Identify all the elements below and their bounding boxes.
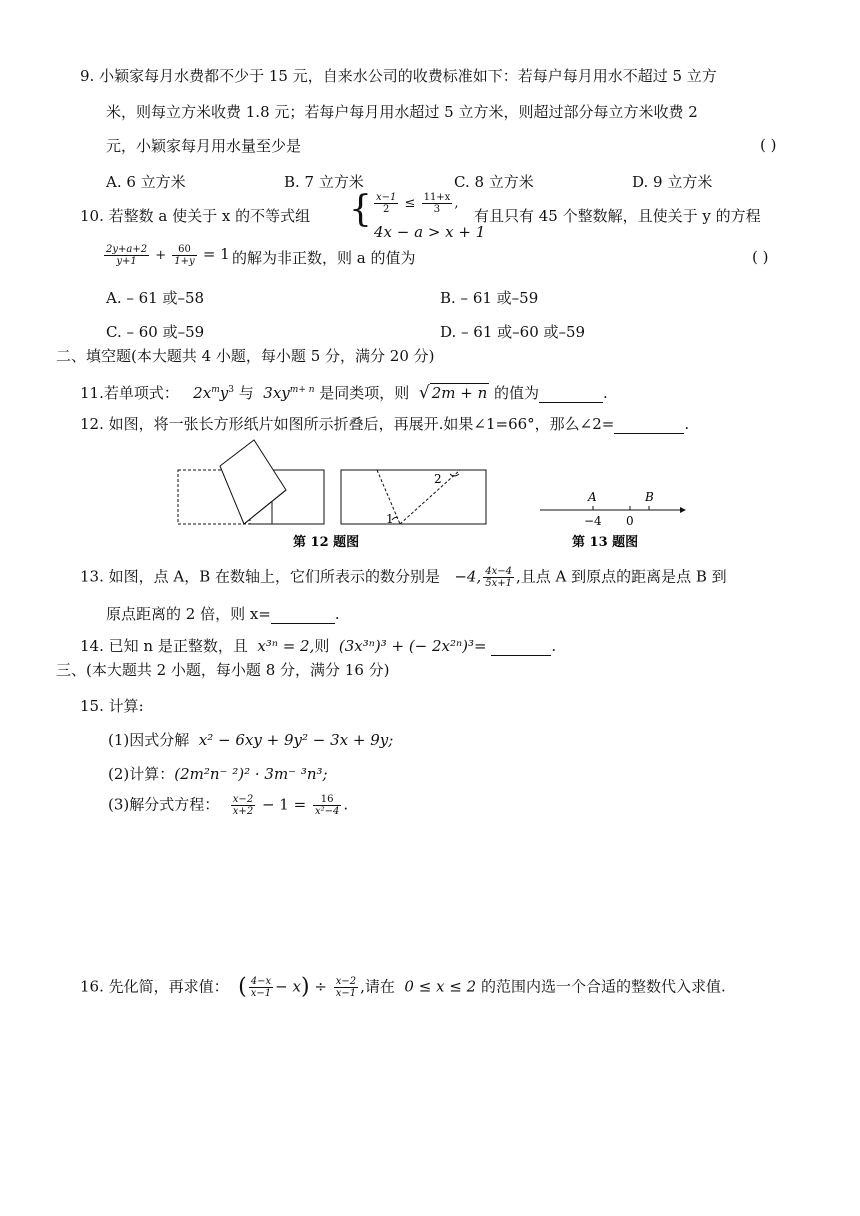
q13-line1: 13. 如图，点 A，B 在数轴上，它们所表示的数分别是 −4, $\frac{4x-4}{5x+1}$ ,且点 A 到原点的距离是点 B 到: [80, 566, 727, 589]
q10-ineq2: 4x − a > x + 1: [374, 223, 486, 241]
q12-line: 12. 如图，将一张长方形纸片如图所示折叠后，再展开.如果∠1=66°，那么∠2= .: [80, 415, 690, 433]
q9-answer-paren: ( ): [760, 136, 777, 154]
q10-equation: $\frac{2y+a+2}{y+1}$ + $\frac{60}{1+y}$ = 1: [106, 244, 230, 267]
q13-line2: 原点距离的 2 倍，则 x= .: [106, 605, 340, 623]
q10-option-b: B. – 61 或–59: [440, 289, 539, 307]
fig12-angle-2-label: 2: [434, 472, 442, 486]
section-2-heading: 二、填空题(本大题共 4 小题，每小题 5 分，满分 20 分): [56, 347, 435, 365]
q15-part3: (3)解分式方程： $\frac{x-2}{x+2}$ − 1 = $\frac{16}{\text{x²−4}}$ .: [108, 794, 349, 817]
q9-line2: 米，则每立方米收费 1.8 元；若每户每月用水超过 5 立方米，则超过部分每立方米收费 2: [106, 103, 698, 121]
q9-option-c: C. 8 立方米: [454, 173, 534, 191]
q11-line: 11.若单项式： $2x^my^3$ 与 $3xy^{m+ n}$ 是同类项，则 √ 2m + n 的值为 .: [80, 383, 608, 403]
q10-suffix: 有且只有 45 个整数解，且使关于 y 的方程: [474, 207, 761, 225]
figures-12-13: [170, 436, 700, 554]
q9-option-a: A. 6 立方米: [106, 173, 186, 191]
fig13-caption: 第 13 题图: [572, 535, 639, 550]
q14-line: 14. 已知 n 是正整数，且 x³ⁿ = 2,则 (3x³ⁿ)³ + (− 2x²ⁿ)³= .: [80, 637, 557, 655]
fig13-label-b: B: [645, 490, 654, 504]
fig12-angle-1-label: 1: [386, 512, 394, 526]
q15-title: 15. 计算:: [80, 697, 144, 715]
q10-option-c: C. – 60 或–59: [106, 323, 205, 341]
q9-line3: 元，小颖家每月用水量至少是: [106, 137, 302, 155]
q9-option-d: D. 9 立方米: [632, 173, 713, 191]
q15-part1: (1)因式分解 x² − 6xy + 9y² − 3x + 9y;: [108, 731, 394, 749]
fig13-label-a: A: [588, 490, 597, 504]
q10-answer-paren: ( ): [752, 248, 769, 266]
fig13-label-minus4: −4: [584, 514, 602, 528]
q9-option-b: B. 7 立方米: [284, 173, 364, 191]
q16-line: 16. 先化简，再求值： ( $\frac{4-x}{x-1}$ − x) ÷ $\frac{x-2}{x-1}$ ,请在 0 ≤ x ≤ 2 的范围内选一个合适的整数代入求值.: [80, 974, 726, 1000]
fig12-folded-strip: [178, 440, 324, 524]
fig12-unfolded-strip: [341, 470, 486, 526]
q10-option-d: D. – 61 或–60 或–59: [440, 323, 586, 341]
q10-line2: 的解为非正数，则 a 的值为: [232, 249, 416, 267]
q10-brace: {: [349, 189, 372, 230]
q10-ineq1: $\frac{x-1}{2}$ ≤ $\frac{11+x}{3}$ ,: [376, 192, 459, 215]
fig13-label-zero: 0: [626, 514, 634, 528]
section-3-heading: 三、(本大题共 2 小题，每小题 8 分，满分 16 分): [56, 661, 390, 679]
fig12-caption: 第 12 题图: [293, 535, 360, 550]
fig13-number-line: [540, 490, 686, 528]
q9-line1: 9. 小颖家每月水费都不少于 15 元，自来水公司的收费标准如下：若每户每月用水不超过 5 立方: [80, 67, 717, 85]
q10-option-a: A. – 61 或–58: [106, 289, 205, 307]
q15-part2: (2)计算：(2m²n⁻ ²)² · 3m⁻ ³n³;: [108, 765, 328, 783]
q10-prefix: 10. 若整数 a 使关于 x 的不等式组: [80, 207, 311, 225]
